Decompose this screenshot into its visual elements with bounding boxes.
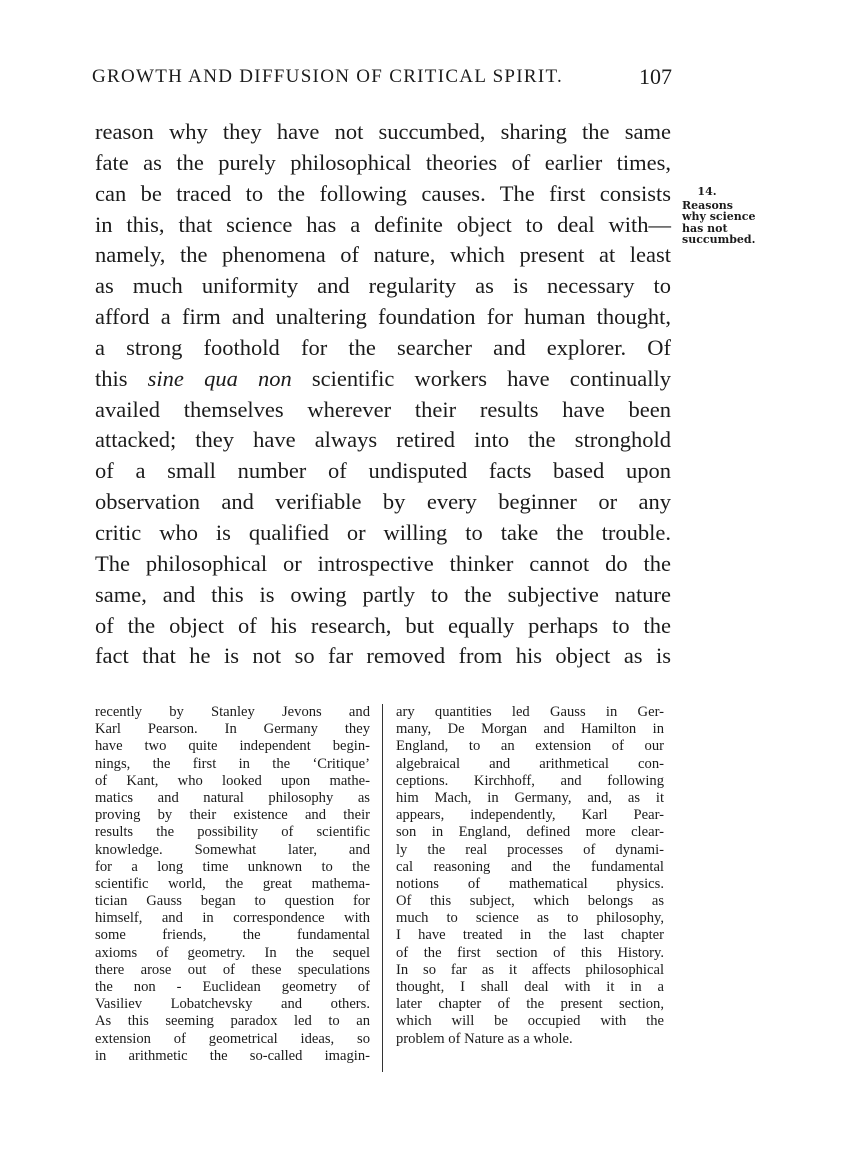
footnote-column-divider [382, 704, 383, 1072]
marginal-note-line: why science [682, 210, 756, 223]
footnote-line: the non - Euclidean geometry of [95, 979, 370, 995]
footnote-line: himself, and in correspondence with [95, 910, 370, 927]
text-line: can be traced to the following causes. The first consists [95, 180, 671, 206]
footnote-line: problem of Nature as a whole. [396, 1030, 573, 1047]
marginal-note [682, 186, 762, 246]
page-header [92, 64, 672, 94]
footnote-line: him Mach, in Germany, and, as it [396, 789, 664, 806]
text-line: as much uniformity and regularity as is necessary to [95, 273, 671, 299]
footnote-line: appears, independently, Karl Pear- [396, 807, 664, 824]
footnote-line: ceptions. Kirchhoff, and following [396, 772, 664, 789]
italic-phrase: sine qua non [147, 365, 292, 391]
text-line: afford a firm and unaltering foundation for human thought, [95, 304, 671, 330]
footnote-line: later chapter of the present section, [396, 996, 664, 1013]
footnote-line: proving by their existence and their [95, 807, 370, 824]
footnote-line: Karl Pearson. In Germany they [95, 721, 370, 738]
footnote-line: cal reasoning and the fundamental [396, 858, 664, 875]
text-line-with-italic [95, 364, 671, 395]
text-segment: scientific workers have continually [291, 365, 671, 391]
text-segment: this [95, 365, 148, 391]
page-number: 107 [639, 64, 672, 89]
footnote-line: I have treated in the last chapter [396, 927, 664, 944]
text-line: a strong foothold for the searcher and explorer. Of [95, 334, 671, 360]
text-line: observation and verifiable by every beginner or any [95, 489, 671, 515]
footnote-line: there arose out of these speculations [95, 961, 370, 978]
footnote-line: of Kant, who looked upon mathe- [95, 772, 370, 789]
running-head: GROWTH AND DIFFUSION OF CRITICAL SPIRIT. [92, 66, 564, 87]
text-line: of the object of his research, but equally perhaps to the [95, 612, 671, 638]
footnote-line: thought, I shall deal with it in a [396, 979, 664, 995]
footnote-line: ary quantities led Gauss in Ger- [396, 704, 664, 720]
footnote-line: recently by Stanley Jevons and [95, 704, 370, 720]
footnote-line: results the possibility of scientific [95, 824, 370, 841]
marginal-note-line: has not [682, 221, 728, 235]
text-line: namely, the phenomena of nature, which present at least [95, 242, 671, 268]
text-line: same, and this is owing partly to the subjective nature [95, 581, 671, 607]
footnote-line: son in England, defined more clear- [396, 824, 664, 841]
footnote-line: have two quite independent begin- [95, 738, 370, 755]
text-line: fact that he is not so far removed from his object as is [95, 643, 671, 669]
footnote-line: Vasiliev Lobatchevsky and others. [95, 996, 370, 1013]
footnote-line: matics and natural philosophy as [95, 789, 370, 806]
text-line: attacked; they have always retired into the stronghold [95, 427, 671, 453]
footnote-line: of the first section of this History. [396, 944, 664, 961]
footnote-line: notions of mathematical physics. [396, 875, 664, 892]
main-text [95, 117, 671, 672]
text-line: critic who is qualified or willing to take the trouble. [95, 519, 671, 545]
footnote-line: Of this subject, which belongs as [396, 893, 664, 910]
footnote-line: ly the real processes of dynami- [396, 841, 664, 858]
footnote-line: As this seeming paradox led to an [95, 1013, 370, 1030]
footnote-line: in arithmetic the so-called imagin- [95, 1047, 370, 1064]
footnote-line: axioms of geometry. In the sequel [95, 944, 370, 961]
marginal-note-line: succumbed. [682, 233, 756, 246]
footnote-line: England, to an extension of our [396, 738, 664, 755]
text-line: The philosophical or introspective thinker cannot do the [95, 550, 671, 576]
text-line: reason why they have not succumbed, sharing the same [95, 119, 671, 144]
text-line: in this, that science has a definite object to deal with— [95, 211, 671, 237]
marginal-note-number: 14. [697, 185, 717, 198]
footnote-line: which will be occupied with the [396, 1013, 664, 1030]
text-line: availed themselves wherever their results have been [95, 396, 671, 422]
footnote-line: knowledge. Somewhat later, and [95, 841, 370, 858]
text-line: of a small number of undisputed facts based upon [95, 458, 671, 484]
footnote-line: extension of geometrical ideas, so [95, 1030, 370, 1047]
footnote-line: In so far as it affects philosophical [396, 961, 664, 978]
marginal-note-line: Reasons [682, 198, 733, 212]
footnote-line: nings, the first in the ‘Critique’ [95, 755, 370, 772]
footnote-line: many, De Morgan and Hamilton in [396, 721, 664, 738]
footnote-right-column [396, 704, 664, 1048]
footnote-line: for a long time unknown to the [95, 858, 370, 875]
footnote-line: much to science as to philosophy, [396, 910, 664, 927]
footnote-left-column [95, 704, 370, 1065]
footnote-line: tician Gauss began to question for [95, 893, 370, 910]
text-line: fate as the purely philosophical theories of earlier times, [95, 149, 671, 175]
footnote-line: scientific world, the great mathema- [95, 875, 370, 892]
footnote-line: algebraical and arithmetical con- [396, 755, 664, 772]
footnote-line: some friends, the fundamental [95, 927, 370, 944]
